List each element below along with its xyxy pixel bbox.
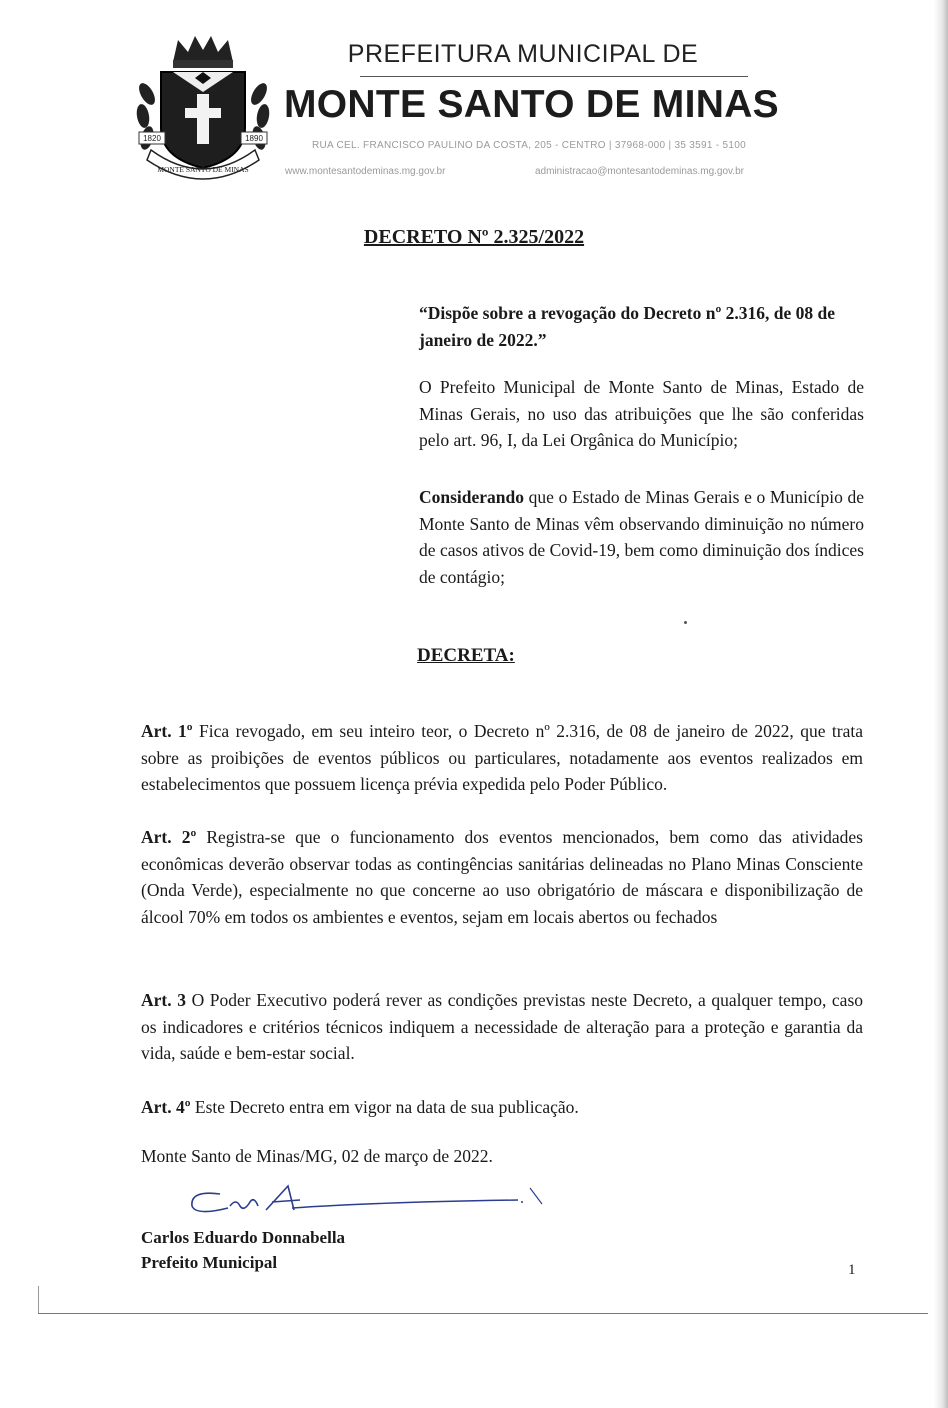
header-municipality: MONTE SANTO DE MINAS (284, 83, 779, 126)
article-text: Fica revogado, em seu inteiro teor, o Decreto nº 2.316, de 08 de janeiro de 2022, que trata sobre as proibições de eventos públicos ou particulares, notadamente aos eventos realizados em estabelecimentos que possuem licença prévia expedida pelo Poder Público. (141, 721, 863, 794)
article-text: Este Decreto entra em vigor na data de sua publicação. (190, 1097, 579, 1117)
crest-year-left: 1820 (143, 134, 161, 143)
article-1 (141, 718, 863, 798)
article-2 (141, 824, 863, 930)
signer-name: Carlos Eduardo Donnabella (141, 1228, 346, 1247)
crest-ribbon-text: MONTE SANTO DE MINAS (157, 165, 249, 174)
article-label: Art. 2º (141, 827, 197, 847)
article-label: Art. 4º (141, 1097, 191, 1117)
signer-role: Prefeito Municipal (141, 1253, 278, 1272)
header-website: www.montesantodeminas.mg.gov.br (285, 166, 446, 177)
article-4 (141, 1094, 863, 1121)
footer-corner (38, 1286, 39, 1314)
footer-divider (38, 1313, 928, 1314)
decreta-heading: DECRETA: (417, 645, 515, 666)
page-number: 1 (848, 1262, 856, 1278)
decree-ementa: “Dispõe sobre a revogação do Decreto nº 2.316, de 08 de janeiro de 2022.” (419, 303, 836, 350)
article-text: O Poder Executivo poderá rever as condições previstas neste Decreto, a qualquer tempo, caso os indicadores e critérios técnicos indiquem a necessidade de alteração para a proteção e garantia da vida, saúde e bem-estar social. (141, 990, 864, 1063)
preamble-paragraph: O Prefeito Municipal de Monte Santo de Minas, Estado de Minas Gerais, no uso das atribuições que lhe são conferidas pelo art. 96, I, da Lei Orgânica do Município; (419, 377, 864, 450)
stray-mark (684, 621, 687, 624)
article-text: Registra-se que o funcionamento dos eventos mencionados, bem como das atividades econômicas deverão observar todas as contingências sanitárias delineadas no Plano Minas Consciente (Onda Verde), especialmente no que concerne ao uso obrigatório de máscara e disponibilização de álcool 70% em todos os ambientes e eventos, sejam em locais abertos ou fechados (141, 827, 863, 927)
crest-year-right: 1890 (245, 134, 263, 143)
municipal-crest-icon (133, 32, 273, 184)
place-and-date: Monte Santo de Minas/MG, 02 de março de 2022. (141, 1146, 493, 1166)
header-address: RUA CEL. FRANCISCO PAULINO DA COSTA, 205 - CENTRO | 37968-000 | 35 3591 - 5100 (312, 140, 746, 151)
signer-block (141, 1225, 345, 1275)
considerando-label: Considerando (419, 487, 525, 507)
scan-edge-shadow (934, 0, 948, 1408)
header-prefeitura: PREFEITURA MUNICIPAL DE (347, 40, 699, 68)
header-email: administracao@montesantodeminas.mg.gov.br (535, 166, 744, 177)
article-3 (141, 987, 863, 1067)
considerando-paragraph (419, 484, 864, 590)
considerando-text: que o Estado de Minas Gerais e o Município de Monte Santo de Minas vêm observando diminuição no número de casos ativos de Covid-19, bem como diminuição dos índices de contágio; (419, 487, 864, 587)
handwritten-signature-icon (180, 1180, 560, 1220)
article-label: Art. 1º (141, 721, 193, 741)
article-label: Art. 3 (141, 990, 186, 1010)
header-divider (360, 76, 748, 77)
decree-title: DECRETO Nº 2.325/2022 (363, 226, 585, 248)
